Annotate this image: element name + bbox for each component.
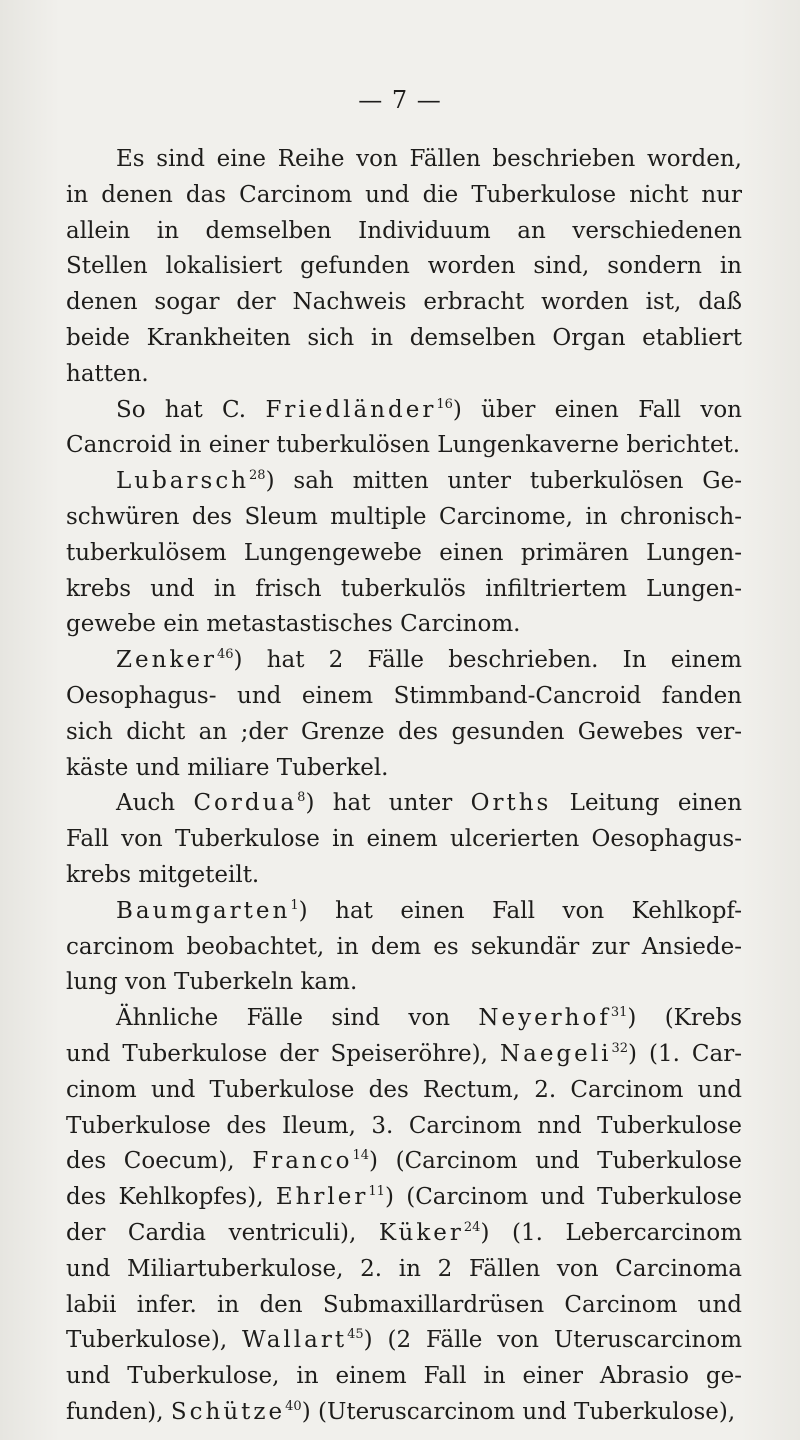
text-line	[66, 1144, 742, 1180]
author-name: Wallart	[242, 1327, 348, 1354]
author-name: Friedländer	[265, 396, 437, 423]
page-number: — 7 —	[358, 86, 442, 114]
text-run: ) (Uteruscarcinom und Tuberkulose),	[301, 1398, 736, 1425]
reference-number: 46	[216, 647, 234, 663]
text-line	[66, 1323, 742, 1359]
author-name: Naegeli	[499, 1040, 612, 1067]
text-run: des Kehlkopfes),	[66, 1184, 264, 1211]
text-line: beide Krankheiten sich in demselben Organ etabliert	[66, 324, 742, 351]
text-line	[66, 1216, 742, 1252]
text-line: krebs mitgeteilt.	[66, 861, 260, 888]
text-line: gewebe ein metastastisches Carcinom.	[66, 611, 521, 638]
text-line	[66, 1001, 742, 1037]
author-name: Schütze	[170, 1398, 286, 1425]
text-run: ) (1. Lebercarcinom	[480, 1219, 743, 1246]
text-line: und Tuberkulose, in einem Fall in einer Abrasio ge-	[66, 1363, 742, 1390]
reference-number: 24	[463, 1219, 481, 1235]
text-run: Leitung einen	[569, 790, 743, 817]
text-run: ) (Krebs	[627, 1005, 742, 1032]
text-run: des Coecum),	[66, 1148, 235, 1175]
text-run: und Tuberkulose der Speiseröhre),	[66, 1040, 488, 1067]
reference-number: 8	[297, 790, 306, 806]
text-run: ) hat einen Fall von Kehlkopf-	[298, 897, 742, 924]
text-run: Auch	[116, 790, 176, 817]
text-run: der Cardia ventriculi),	[66, 1219, 357, 1246]
text-run: Tuberkulose),	[66, 1327, 228, 1354]
author-name: Zenker	[116, 647, 217, 674]
text-line	[66, 1180, 742, 1216]
author-name: Cordua	[193, 790, 298, 817]
reference-number: 31	[610, 1005, 628, 1021]
text-line: käste und miliare Tuberkel.	[66, 754, 389, 781]
text-line	[66, 1395, 742, 1431]
reference-number: 40	[285, 1398, 302, 1414]
text-line: labii infer. in den Submaxillardrüsen Carcinom und	[66, 1291, 742, 1318]
author-name: Neyerhof	[478, 1005, 611, 1032]
text-run: ) (Carcinom und Tuberkulose	[369, 1148, 743, 1175]
text-run: ) (2 Fälle von Uteruscarcinom	[363, 1327, 743, 1354]
reference-number: 32	[611, 1040, 629, 1056]
reference-number: 16	[436, 396, 453, 412]
text-line: Oesophagus- und einem Stimmband-Cancroid fanden	[66, 682, 742, 709]
text-line	[66, 464, 742, 500]
text-run: So hat C.	[116, 396, 247, 423]
reference-number: 28	[249, 468, 266, 484]
reference-number: 11	[368, 1184, 385, 1200]
author-name: Küker	[378, 1219, 464, 1246]
body-text	[66, 142, 742, 1431]
text-line: tuberkulösem Lungengewebe einen primären Lungen-	[66, 539, 742, 566]
author-name: Lubarsch	[116, 468, 250, 495]
text-line: und Miliartuberkulose, 2. in 2 Fällen von Carcinoma	[66, 1255, 742, 1282]
text-line: schwüren des Sleum multiple Carcinome, in chronisch-	[66, 503, 742, 530]
text-line: Cancroid in einer tuberkulösen Lungenkaverne berichtet.	[66, 432, 741, 459]
text-run: funden),	[66, 1398, 164, 1425]
author-name: Ehrler	[275, 1184, 369, 1211]
text-line: Es sind eine Reihe von Fällen beschrieben worden,	[116, 146, 742, 172]
reference-number: 45	[347, 1327, 364, 1343]
text-run: ) hat unter	[305, 790, 453, 817]
author-name: Orths	[470, 790, 552, 817]
text-run: ) (1. Car-	[628, 1040, 743, 1067]
text-line: in denen das Carcinom und die Tuberkulose nicht nur	[66, 181, 742, 208]
text-run: ) (Carcinom und Tuberkulose	[384, 1184, 743, 1211]
text-line	[66, 393, 742, 429]
text-line	[66, 643, 742, 679]
text-line: krebs und in frisch tuberkulös infiltriertem Lungen-	[66, 575, 742, 602]
text-line: Tuberkulose des Ileum, 3. Carcinom nnd Tuberkulose	[66, 1112, 742, 1139]
text-run: ) hat 2 Fälle beschrieben. In einem	[233, 647, 742, 674]
reference-number: 14	[352, 1148, 369, 1164]
author-name: Baumgarten	[116, 897, 291, 924]
text-run: Ähnliche Fälle sind von	[116, 1005, 451, 1032]
text-line	[66, 1037, 742, 1073]
text-line	[66, 786, 742, 822]
text-run: ) sah mitten unter tuberkulösen Ge-	[265, 468, 742, 495]
text-line: carcinom beobachtet, in dem es sekundär zur Ansiede-	[66, 933, 742, 960]
text-line: denen sogar der Nachweis erbracht worden ist, daß	[66, 289, 742, 316]
text-line: Fall von Tuberkulose in einem ulcerierten Oesophagus-	[66, 826, 742, 853]
text-line: hatten.	[66, 360, 149, 387]
text-run: ) über einen Fall von	[452, 396, 742, 423]
text-line: Stellen lokalisiert gefunden worden sind, sondern in	[66, 253, 742, 280]
text-line	[66, 894, 742, 930]
text-line: cinom und Tuberkulose des Rectum, 2. Carcinom und	[66, 1076, 742, 1103]
author-name: Franco	[252, 1148, 353, 1175]
text-line: lung von Tuberkeln kam.	[66, 969, 358, 996]
text-line: sich dicht an ;der Grenze des gesunden Gewebes ver-	[66, 718, 742, 745]
reference-number: 1	[290, 897, 299, 913]
text-line: allein in demselben Individuum an verschiedenen	[66, 217, 742, 244]
